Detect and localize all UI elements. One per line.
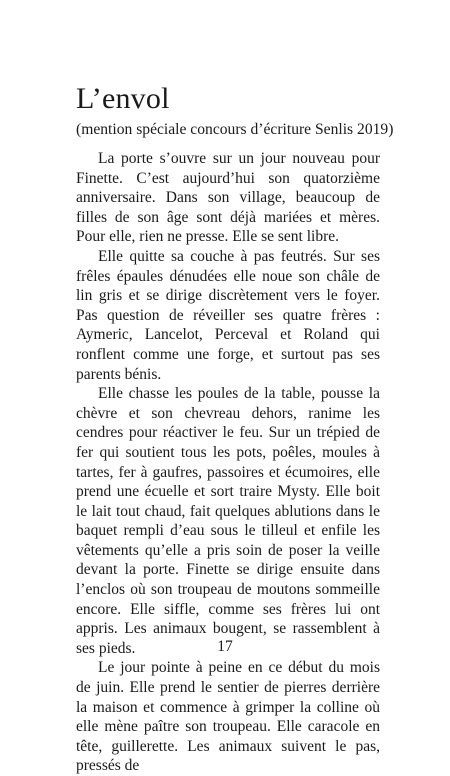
paragraph-2: Elle quitte sa couche à pas feutrés. Sur ses frêles épaules dénudées elle noue son châle de lin gris et se dirige discrètement vers le foyer. Pas question de réveiller ses quatre frères : Aymeric, Lancelot, Perceval et Roland qui ronflent comme une forge, et surtout pas ses parents bénis. (76, 247, 380, 383)
paragraph-3: Elle chasse les poules de la table, pousse la chèvre et son chevreau dehors, ranime les cendres pour réactiver le feu. Sur un trépied de fer qui soutient tous les pots, poêles, moules à tartes, fer à gaufres, passoires et écumoires, elle prend une écuelle et sort traire Mysty. Elle boit le lait tout chaud, fait quelques ablutions dans le baquet rempli d’eau sous le tilleul et enfile les vêtements qu’elle a pris soin de poser la veille devant la porte. Finette se dirige ensuite dans l’enclos où son troupeau de moutons sommeille encore. Elle siffle, comme ses frères lui ont appris. Les animaux bougent, se rassemblent à ses pieds. (76, 385, 380, 657)
chapter-subtitle: (mention spéciale concours d’écriture Senlis 2019) (76, 121, 394, 138)
chapter-title: L’envol (76, 82, 170, 115)
paragraph-1: La porte s’ouvre sur un jour nouveau pour Finette. C’est aujourd’hui son quatorzième anniversaire. Dans son village, beaucoup de filles de son âge sont déjà mariées et mères. Pour elle, rien ne presse. Elle se sent libre. (76, 150, 380, 246)
page-number: 17 (217, 638, 233, 655)
body-text (76, 149, 380, 776)
paragraph-4: Le jour pointe à peine en ce début du mois de juin. Elle prend le sentier de pierres derrière la maison et commence à grimper la colline où elle mène paître son troupeau. Elle caracole en tête, guillerette. Les animaux suivent le pas, pressés de (76, 659, 380, 775)
